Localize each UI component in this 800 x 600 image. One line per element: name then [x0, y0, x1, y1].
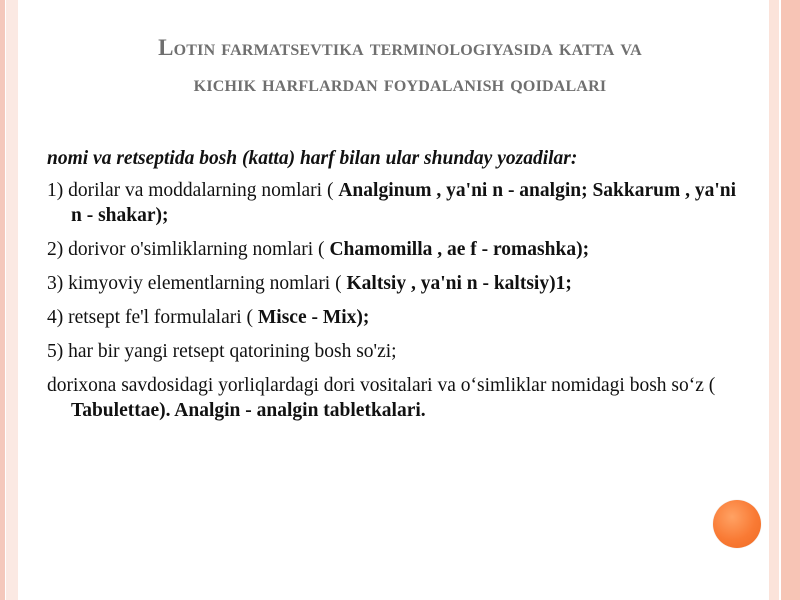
- orange-circle-decoration: [713, 500, 761, 548]
- list-item-text: 1) dorilar va moddalarning nomlari (: [47, 180, 339, 201]
- slide-title-line-2: kichik harflardan foydalanish qoidalari: [193, 71, 607, 96]
- slide-title-line-1: Lotin farmatsevtika terminologiyasida katta va: [158, 35, 642, 60]
- list-item-text: 4) retsept fe'l formulalari (: [47, 307, 258, 328]
- right-border-stripe-inner: [769, 0, 779, 600]
- slide-body: [47, 146, 737, 432]
- left-border-stripe: [0, 0, 5, 600]
- left-border-stripe-inner: [6, 0, 18, 600]
- list-item-text: 3) kimyoviy elementlarning nomlari (: [47, 273, 347, 294]
- list-item-bold-text: Chamomilla , ae f - romashka);: [329, 239, 590, 260]
- list-item-text: 2) dorivor o'simliklarning nomlari (: [47, 239, 330, 260]
- list-item-text: dorixona savdosidagi yorliqlardagi dori vositalari va o‘simliklar nomidagi bosh so‘z (: [47, 375, 716, 396]
- list-item: [47, 339, 737, 364]
- list-item: [47, 237, 737, 262]
- list-item-bold-text: Misce - Mix);: [257, 307, 370, 328]
- list-item-bold-text: Analginum , ya'ni n - analgin; Sakkarum , ya'ni n - shakar);: [71, 180, 737, 226]
- slide-title: [40, 30, 760, 102]
- list-item: [47, 178, 737, 228]
- intro-text: nomi va retseptida bosh (katta) harf bilan ular shunday yozadilar:: [47, 148, 578, 169]
- list-item-bold-text: Tabulettae). Analgin - analgin tabletkalari.: [71, 400, 426, 421]
- list-item-text: 5) har bir yangi retsept qatorining bosh so'zi;: [47, 341, 397, 362]
- list-item-bold-text: Kaltsiy , ya'ni n - kaltsiy)1;: [346, 273, 572, 294]
- right-border-stripe: [781, 0, 800, 600]
- list-item: [47, 271, 737, 296]
- list-item: [47, 373, 737, 423]
- list-item: [47, 305, 737, 330]
